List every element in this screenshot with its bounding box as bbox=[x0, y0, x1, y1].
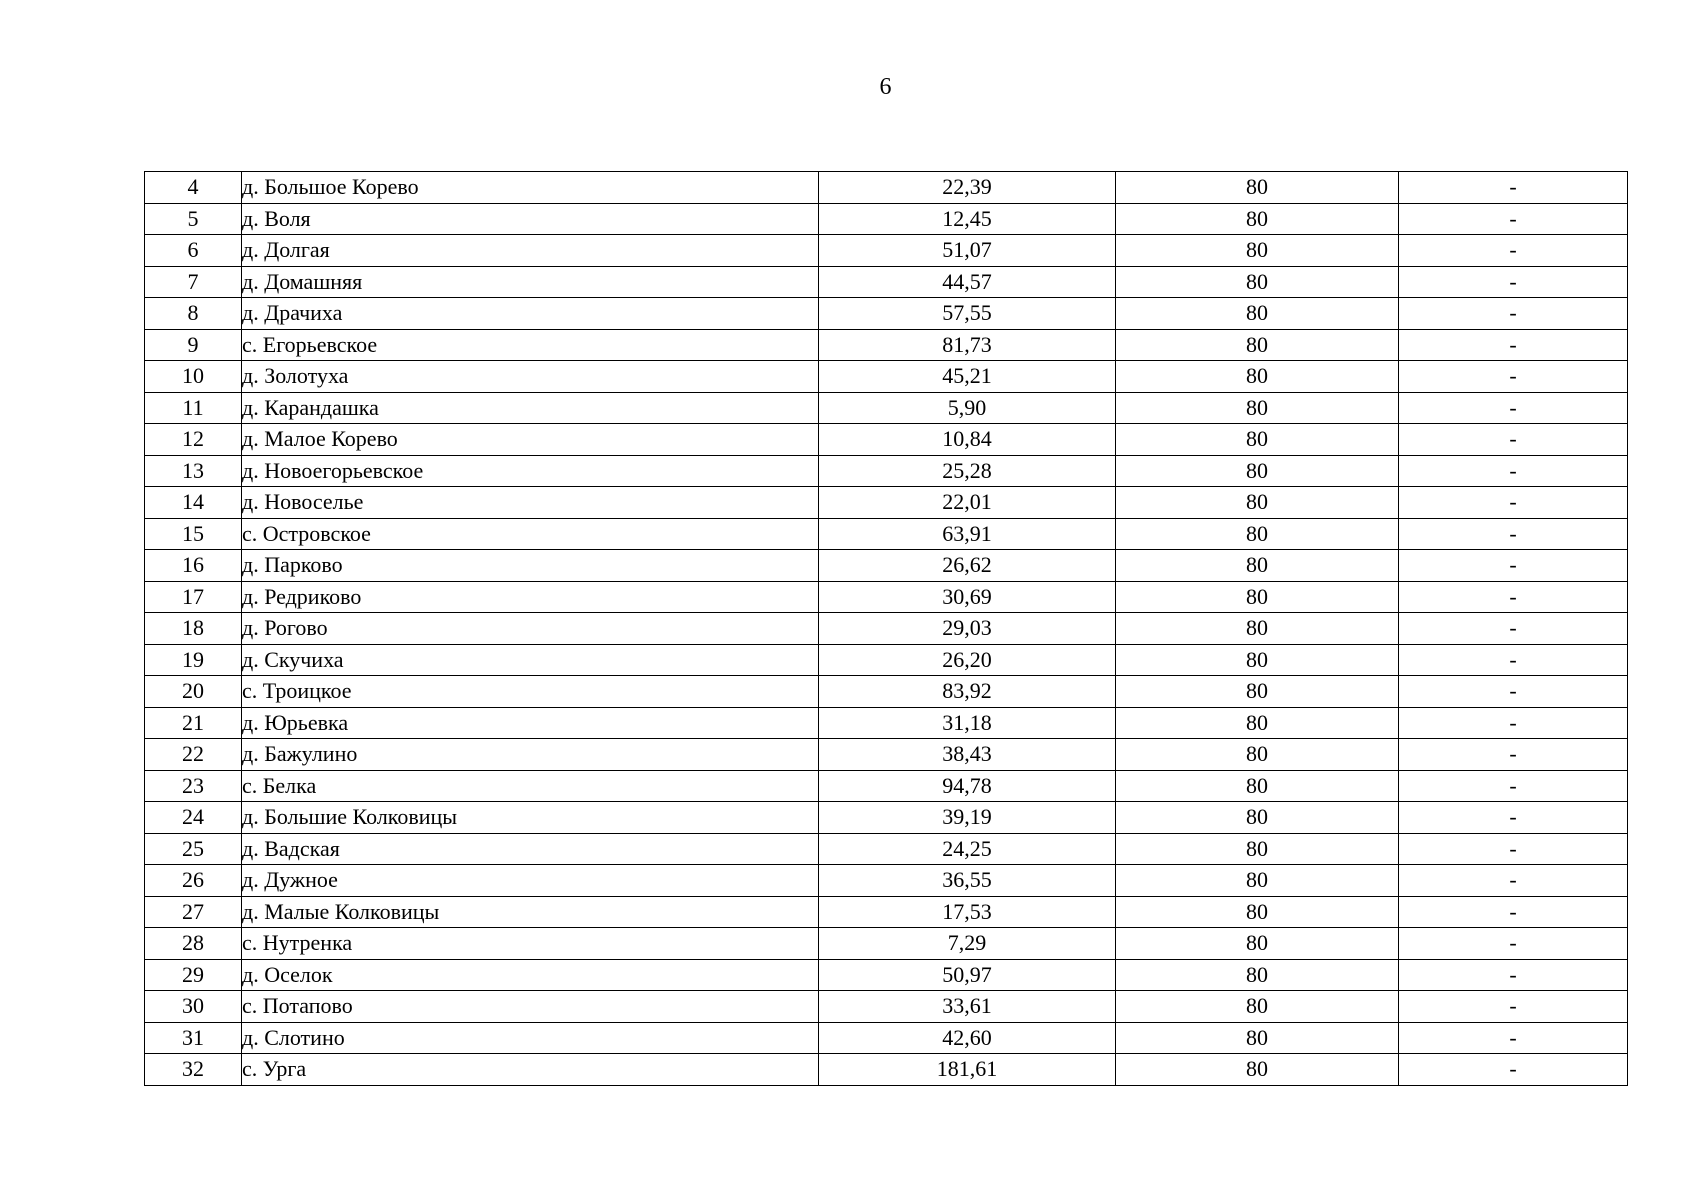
note-cell: - bbox=[1399, 329, 1628, 361]
row-number-cell: 19 bbox=[145, 644, 242, 676]
table-row bbox=[145, 770, 1628, 802]
area-value-cell: 17,53 bbox=[819, 896, 1116, 928]
settlement-name-cell: д. Драчиха bbox=[242, 298, 819, 330]
settlement-name-cell: с. Урга bbox=[242, 1054, 819, 1086]
settlement-name-cell: д. Слотино bbox=[242, 1022, 819, 1054]
percent-value-cell: 80 bbox=[1116, 298, 1399, 330]
area-value-cell: 31,18 bbox=[819, 707, 1116, 739]
percent-value-cell: 80 bbox=[1116, 235, 1399, 267]
percent-value-cell: 80 bbox=[1116, 518, 1399, 550]
table-row bbox=[145, 203, 1628, 235]
area-value-cell: 24,25 bbox=[819, 833, 1116, 865]
percent-value-cell: 80 bbox=[1116, 991, 1399, 1023]
table-row bbox=[145, 833, 1628, 865]
table-row bbox=[145, 392, 1628, 424]
table-row bbox=[145, 172, 1628, 204]
settlement-name-cell: д. Воля bbox=[242, 203, 819, 235]
settlement-name-cell: д. Редриково bbox=[242, 581, 819, 613]
percent-value-cell: 80 bbox=[1116, 644, 1399, 676]
row-number-cell: 8 bbox=[145, 298, 242, 330]
area-value-cell: 42,60 bbox=[819, 1022, 1116, 1054]
area-value-cell: 29,03 bbox=[819, 613, 1116, 645]
note-cell: - bbox=[1399, 518, 1628, 550]
settlement-name-cell: д. Золотуха bbox=[242, 361, 819, 393]
note-cell: - bbox=[1399, 172, 1628, 204]
area-value-cell: 181,61 bbox=[819, 1054, 1116, 1086]
area-value-cell: 38,43 bbox=[819, 739, 1116, 771]
area-value-cell: 10,84 bbox=[819, 424, 1116, 456]
settlement-name-cell: д. Долгая bbox=[242, 235, 819, 267]
row-number-cell: 9 bbox=[145, 329, 242, 361]
settlement-name-cell: д. Большое Корево bbox=[242, 172, 819, 204]
area-value-cell: 30,69 bbox=[819, 581, 1116, 613]
percent-value-cell: 80 bbox=[1116, 739, 1399, 771]
settlement-name-cell: с. Троицкое bbox=[242, 676, 819, 708]
note-cell: - bbox=[1399, 298, 1628, 330]
area-value-cell: 44,57 bbox=[819, 266, 1116, 298]
table-row bbox=[145, 424, 1628, 456]
row-number-cell: 32 bbox=[145, 1054, 242, 1086]
row-number-cell: 25 bbox=[145, 833, 242, 865]
area-value-cell: 22,01 bbox=[819, 487, 1116, 519]
settlement-name-cell: д. Новоселье bbox=[242, 487, 819, 519]
percent-value-cell: 80 bbox=[1116, 1022, 1399, 1054]
note-cell: - bbox=[1399, 613, 1628, 645]
row-number-cell: 16 bbox=[145, 550, 242, 582]
settlement-name-cell: д. Карандашка bbox=[242, 392, 819, 424]
area-value-cell: 26,62 bbox=[819, 550, 1116, 582]
settlement-name-cell: д. Малое Корево bbox=[242, 424, 819, 456]
percent-value-cell: 80 bbox=[1116, 1054, 1399, 1086]
row-number-cell: 4 bbox=[145, 172, 242, 204]
row-number-cell: 6 bbox=[145, 235, 242, 267]
percent-value-cell: 80 bbox=[1116, 361, 1399, 393]
row-number-cell: 17 bbox=[145, 581, 242, 613]
note-cell: - bbox=[1399, 644, 1628, 676]
note-cell: - bbox=[1399, 959, 1628, 991]
area-value-cell: 51,07 bbox=[819, 235, 1116, 267]
note-cell: - bbox=[1399, 739, 1628, 771]
area-value-cell: 57,55 bbox=[819, 298, 1116, 330]
settlement-name-cell: с. Потапово bbox=[242, 991, 819, 1023]
settlement-name-cell: д. Новоегорьевское bbox=[242, 455, 819, 487]
table-row bbox=[145, 550, 1628, 582]
percent-value-cell: 80 bbox=[1116, 613, 1399, 645]
row-number-cell: 11 bbox=[145, 392, 242, 424]
percent-value-cell: 80 bbox=[1116, 581, 1399, 613]
row-number-cell: 24 bbox=[145, 802, 242, 834]
area-value-cell: 7,29 bbox=[819, 928, 1116, 960]
area-value-cell: 81,73 bbox=[819, 329, 1116, 361]
row-number-cell: 12 bbox=[145, 424, 242, 456]
table-row bbox=[145, 739, 1628, 771]
table-body bbox=[145, 172, 1628, 1086]
table-row bbox=[145, 802, 1628, 834]
note-cell: - bbox=[1399, 928, 1628, 960]
table-row bbox=[145, 1022, 1628, 1054]
row-number-cell: 28 bbox=[145, 928, 242, 960]
settlement-name-cell: д. Вадская bbox=[242, 833, 819, 865]
table-row bbox=[145, 1054, 1628, 1086]
table-row bbox=[145, 896, 1628, 928]
settlement-name-cell: с. Белка bbox=[242, 770, 819, 802]
settlement-name-cell: д. Рогово bbox=[242, 613, 819, 645]
row-number-cell: 30 bbox=[145, 991, 242, 1023]
row-number-cell: 5 bbox=[145, 203, 242, 235]
area-value-cell: 63,91 bbox=[819, 518, 1116, 550]
row-number-cell: 20 bbox=[145, 676, 242, 708]
row-number-cell: 23 bbox=[145, 770, 242, 802]
table-row bbox=[145, 928, 1628, 960]
settlement-name-cell: с. Нутренка bbox=[242, 928, 819, 960]
settlement-name-cell: д. Оселок bbox=[242, 959, 819, 991]
note-cell: - bbox=[1399, 896, 1628, 928]
row-number-cell: 21 bbox=[145, 707, 242, 739]
percent-value-cell: 80 bbox=[1116, 266, 1399, 298]
area-value-cell: 83,92 bbox=[819, 676, 1116, 708]
row-number-cell: 22 bbox=[145, 739, 242, 771]
area-value-cell: 45,21 bbox=[819, 361, 1116, 393]
percent-value-cell: 80 bbox=[1116, 770, 1399, 802]
table-row bbox=[145, 329, 1628, 361]
note-cell: - bbox=[1399, 487, 1628, 519]
note-cell: - bbox=[1399, 833, 1628, 865]
percent-value-cell: 80 bbox=[1116, 550, 1399, 582]
area-value-cell: 94,78 bbox=[819, 770, 1116, 802]
percent-value-cell: 80 bbox=[1116, 959, 1399, 991]
percent-value-cell: 80 bbox=[1116, 203, 1399, 235]
settlement-name-cell: д. Домашняя bbox=[242, 266, 819, 298]
settlement-name-cell: д. Малые Колковицы bbox=[242, 896, 819, 928]
table-row bbox=[145, 865, 1628, 897]
note-cell: - bbox=[1399, 865, 1628, 897]
row-number-cell: 7 bbox=[145, 266, 242, 298]
settlement-name-cell: д. Парково bbox=[242, 550, 819, 582]
percent-value-cell: 80 bbox=[1116, 707, 1399, 739]
table-row bbox=[145, 959, 1628, 991]
table-row bbox=[145, 991, 1628, 1023]
row-number-cell: 13 bbox=[145, 455, 242, 487]
percent-value-cell: 80 bbox=[1116, 329, 1399, 361]
table-row bbox=[145, 518, 1628, 550]
percent-value-cell: 80 bbox=[1116, 676, 1399, 708]
row-number-cell: 15 bbox=[145, 518, 242, 550]
page-number: 6 bbox=[879, 74, 892, 100]
table-row bbox=[145, 644, 1628, 676]
area-value-cell: 25,28 bbox=[819, 455, 1116, 487]
table-row bbox=[145, 581, 1628, 613]
settlement-name-cell: д. Скучиха bbox=[242, 644, 819, 676]
note-cell: - bbox=[1399, 392, 1628, 424]
row-number-cell: 26 bbox=[145, 865, 242, 897]
note-cell: - bbox=[1399, 550, 1628, 582]
table-row bbox=[145, 707, 1628, 739]
row-number-cell: 10 bbox=[145, 361, 242, 393]
settlement-name-cell: д. Бажулино bbox=[242, 739, 819, 771]
note-cell: - bbox=[1399, 581, 1628, 613]
percent-value-cell: 80 bbox=[1116, 865, 1399, 897]
area-value-cell: 12,45 bbox=[819, 203, 1116, 235]
note-cell: - bbox=[1399, 1054, 1628, 1086]
area-value-cell: 33,61 bbox=[819, 991, 1116, 1023]
table-row bbox=[145, 613, 1628, 645]
note-cell: - bbox=[1399, 424, 1628, 456]
settlement-name-cell: с. Островское bbox=[242, 518, 819, 550]
table-row bbox=[145, 235, 1628, 267]
percent-value-cell: 80 bbox=[1116, 424, 1399, 456]
table-row bbox=[145, 676, 1628, 708]
percent-value-cell: 80 bbox=[1116, 802, 1399, 834]
area-value-cell: 50,97 bbox=[819, 959, 1116, 991]
row-number-cell: 14 bbox=[145, 487, 242, 519]
note-cell: - bbox=[1399, 991, 1628, 1023]
note-cell: - bbox=[1399, 676, 1628, 708]
note-cell: - bbox=[1399, 802, 1628, 834]
note-cell: - bbox=[1399, 361, 1628, 393]
area-value-cell: 36,55 bbox=[819, 865, 1116, 897]
table-row bbox=[145, 361, 1628, 393]
note-cell: - bbox=[1399, 770, 1628, 802]
note-cell: - bbox=[1399, 707, 1628, 739]
percent-value-cell: 80 bbox=[1116, 487, 1399, 519]
row-number-cell: 27 bbox=[145, 896, 242, 928]
percent-value-cell: 80 bbox=[1116, 392, 1399, 424]
note-cell: - bbox=[1399, 1022, 1628, 1054]
row-number-cell: 29 bbox=[145, 959, 242, 991]
percent-value-cell: 80 bbox=[1116, 928, 1399, 960]
settlement-name-cell: д. Большие Колковицы bbox=[242, 802, 819, 834]
percent-value-cell: 80 bbox=[1116, 455, 1399, 487]
row-number-cell: 18 bbox=[145, 613, 242, 645]
percent-value-cell: 80 bbox=[1116, 172, 1399, 204]
area-value-cell: 5,90 bbox=[819, 392, 1116, 424]
table-row bbox=[145, 455, 1628, 487]
note-cell: - bbox=[1399, 455, 1628, 487]
settlement-name-cell: д. Дужное bbox=[242, 865, 819, 897]
settlements-table bbox=[144, 171, 1628, 1086]
table-row bbox=[145, 298, 1628, 330]
percent-value-cell: 80 bbox=[1116, 896, 1399, 928]
area-value-cell: 26,20 bbox=[819, 644, 1116, 676]
note-cell: - bbox=[1399, 235, 1628, 267]
row-number-cell: 31 bbox=[145, 1022, 242, 1054]
note-cell: - bbox=[1399, 203, 1628, 235]
settlement-name-cell: с. Егорьевское bbox=[242, 329, 819, 361]
table-row bbox=[145, 487, 1628, 519]
area-value-cell: 39,19 bbox=[819, 802, 1116, 834]
percent-value-cell: 80 bbox=[1116, 833, 1399, 865]
note-cell: - bbox=[1399, 266, 1628, 298]
area-value-cell: 22,39 bbox=[819, 172, 1116, 204]
table-row bbox=[145, 266, 1628, 298]
settlement-name-cell: д. Юрьевка bbox=[242, 707, 819, 739]
